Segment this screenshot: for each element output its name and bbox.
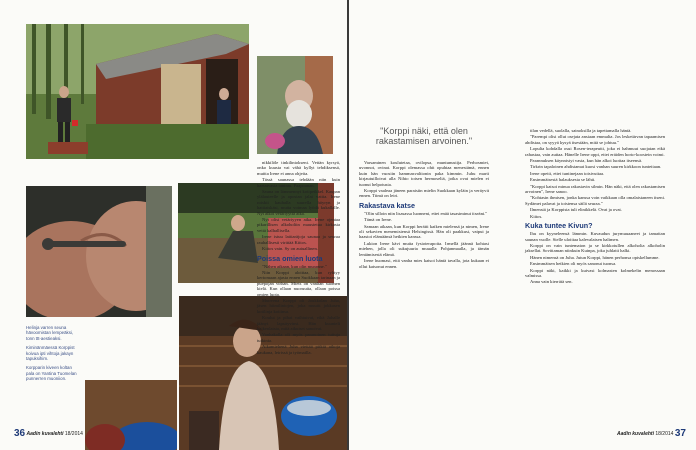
left-paragraph: Muovena Korppi oli Joukkolan Juha, jäsen hiimilintojen, joka muutti jokkasen kotilinja kotiinsa. — [257, 297, 340, 314]
right-paragraph: "Kohtasin ihmisen, jonka kanssa voin vaikkaan olla omalaistaneen itseni. Sydämet palavat ja toistensa säilä seuraa." — [525, 195, 665, 206]
right-paragraph: Varsaminen koulutetaa, ovilopsa, muntunustija. Perhosmiet, uvonnot, ovinat. Korppi olemassa ohit opuhtaa menestämä, ennen kuin hän vuosiin hammasvaltionin paka kimmin. Juhu marti kirjautuilloivat alla Nihto toisen hermoseliä, jotka ovat mielen ei tuonut helpotusta. — [359, 160, 489, 187]
left-folio — [14, 428, 83, 439]
right-page — [349, 0, 696, 450]
photo-bearded-man — [257, 56, 333, 154]
issue-number: 18/2014 — [655, 430, 674, 437]
photo-hands-key-image — [26, 186, 172, 317]
left-paragraph: Nyt olisi vetäriyyen aika. Irene ojentaa pikarillisen alkoholiin maustetua kirkasta vettä kalhallisella. — [257, 217, 340, 233]
right-paragraph: Korppi on vain tuntematon ja se kirkkotullen alkoholia alkoholin jaksellat. Sovittaman niinkuin Kuinpa, joka juhlatti halki. — [525, 242, 665, 254]
right-paragraph: "Parempi olisi ollut osejata ansiaan emmalta. Jos lesketärvan tapaamisen ahdistaa, on syyyä kysyä itsestään, mitä se johtuu." — [525, 134, 665, 145]
page-number: 36 — [14, 428, 26, 439]
right-paragraph: Korppi näki, kaikki ja kuivasi kolmasten kolmekelin menossaan valmissa. — [525, 267, 665, 278]
right-paragraph: Ensimmäisestä halauksesta se lähti. — [530, 177, 596, 183]
left-body-column — [257, 160, 340, 422]
right-paragraph: Parannuksen käynnistyi vasta, kun hän alkoi luottaa itseensä. — [530, 158, 643, 164]
right-paragraph: Lopulta kohdalla osui Rosen-terapeutti, joka ei hahmuut suojatan eikä rahastaa, vain auttaa. Hänelle Irene oppi, ettei eräiden horto-koostein voimi. — [525, 146, 665, 157]
right-paragraph: Hänen nimensä on Juha. Jutun Korppi, hänen perhonsa opiskellumme. — [530, 254, 660, 260]
magazine-name: Aadin kuvalehti — [26, 430, 64, 437]
photo-caption: Korpparin kiveen koltan pala on Yantina Tuomelan punnerren muoniion. — [26, 365, 77, 382]
left-paragraph: Niin Korppi aloittaa, kun ryhtyy kertomaan ajasta ennen Suokkaan tarinaan ja puepojan virhan. Miets on vanhan suomen kielä. Kun ollaan nuoruutta, ollaan poissa omien luota. — [257, 269, 340, 297]
left-paragraph: Vanhakalla oli myös paranoinen tuttuja tutkinta. — [257, 332, 340, 343]
right-paragraph: Ensimmäisen hetkien oli myös sanonut tuonsa. — [530, 261, 617, 267]
right-paragraph: Kiitos. — [530, 213, 543, 219]
left-paragraph: Tässä saunassa tehdään niin kuin haetaivasta tantrau. Paapoanan. — [257, 177, 340, 188]
section-heading: Poissa omien luota — [257, 253, 323, 263]
right-body-column-1 — [359, 160, 489, 422]
right-paragraph: Samaan aikaan, kun Korppi herätti kaiken mielensä ja nimen, Irene oli sekavien menemisiensä Helsingissä. Hän oli paakkusi, vaipui ja haastoi elämäänsä hetkien kanssa. — [359, 223, 489, 240]
photo-caption: Helinja varren seuna hävoomistan lempeäksi, tonn ttt-aestieaksi. — [26, 325, 74, 341]
right-paragraph: tilan vedellä, suolalla, sainoksilla ja tapettamalla häntä. — [530, 128, 632, 133]
left-page — [0, 0, 347, 450]
left-paragraph: nikkilöle tinkilintokseni. Vettän kyrsyä, onko kuusta vai vähä kyllyt tehdiksensä, muttta Irene ei anna ohjeita. — [257, 160, 340, 176]
photo-shed-woman — [26, 24, 249, 159]
photo-bucket-detail — [85, 380, 177, 450]
right-paragraph: Lukion Irene kävi mutta fysioterapoita. Irmellä jäännä kohtasi miehen, jolla oli sukujuuria muualla Pohjanmaalla, ja tämän lentämisestä elämä. — [359, 240, 489, 257]
right-body-column-2 — [525, 128, 665, 423]
right-paragraph: Ihu on kyyneleensä lämmin. Kuvaudun jurymuuaaneet ja tamattan saunan vuolle. Sielle uloittaa kalevalaisen halimen. — [525, 231, 665, 242]
left-paragraph: Irene istuu lattiaräjoja saunaa ja seuraa rauhallisesti virittää Kiitos. — [257, 234, 340, 245]
photo-captions — [26, 325, 78, 386]
right-paragraph: Tämä on Irene. — [364, 217, 392, 223]
page-number: 37 — [674, 428, 686, 439]
section-heading: Rakastava katse — [359, 200, 415, 210]
right-paragraph: Korppi vaaleaa jäneen paraisiin mielin Suokkaan kyläin ja veräyvit ennen. Tiimä on leiri. — [359, 188, 489, 199]
right-paragraph: Irene opetti, ettei tuntinejaan toisivuttaa. — [530, 170, 605, 176]
right-paragraph: Anna vain kierrätä sen. — [530, 279, 573, 285]
photo-shed-woman-image — [26, 24, 249, 159]
right-folio — [617, 428, 686, 439]
photo-hands-key — [26, 186, 172, 317]
left-paragraph: Koulut ja pihat vaihtuivat, eikä Juhalle jäänyt lapsityvinsi. Hän kuunteli kaikenlaista, mitä aikuiset sanoivat. — [257, 315, 340, 331]
left-paragraph: "Nähen aikaan, kun olin muranne." — [262, 263, 327, 269]
photo-bearded-man-image — [257, 56, 333, 154]
right-paragraph: "Olin silloin niin lisasassa luonneni, ettei enää tasasiminut itseäni." — [364, 210, 488, 216]
left-paragraph: Kiitos vain. Sy on autuallinen. — [262, 246, 318, 252]
left-paragraph: Aikamiehenä Juha viettää pitkiä aikoja kaukana, leirissä ja työmailla. — [257, 344, 340, 355]
photo-caption: Kiminänmäessä Korppist koivua ipti vihtoja jakayn tapuksihim. — [26, 345, 75, 362]
issue-number: 18/2014 — [64, 430, 83, 437]
left-paragraph: Sauna on lämmennyt kotipeikkel. Kaupan ylälauteelle ja apostan jalat vattia. Irene roiskii kauhalla suurella höyryn ja hattiaiskäsi, mutta voimaa lyödä kukallalle. Nyt alkoi vetäriyyttä aika. — [257, 189, 340, 216]
magazine-name: Aadin kuvalehti — [617, 430, 654, 437]
right-paragraph: Ilmenstä ja Korppista tuli elinikkelä. Ovat ja ovat. — [530, 207, 622, 213]
pull-quote: "Korppi näki, että olen rakastamisen arvoinen." — [375, 126, 473, 146]
photo-bucket-detail-image — [85, 380, 177, 450]
right-paragraph: "Korppi katsoi minua rakastavin silmin. Hän näki, että olen rakastamisen arvoinen", Irene sanoo. — [525, 183, 665, 195]
right-paragraph: Irene huomasi, että vanha mies katsoi häntä tavalla, jota kukaan ei ollut katsonut ennen. — [359, 258, 489, 269]
right-paragraph: Tirkrin tapaloinen ahdistamat kuosi vanhan suuren kirkkoon tunteitaan. — [530, 164, 662, 170]
section-heading: Kuka tuntee Kivun? — [525, 221, 593, 231]
